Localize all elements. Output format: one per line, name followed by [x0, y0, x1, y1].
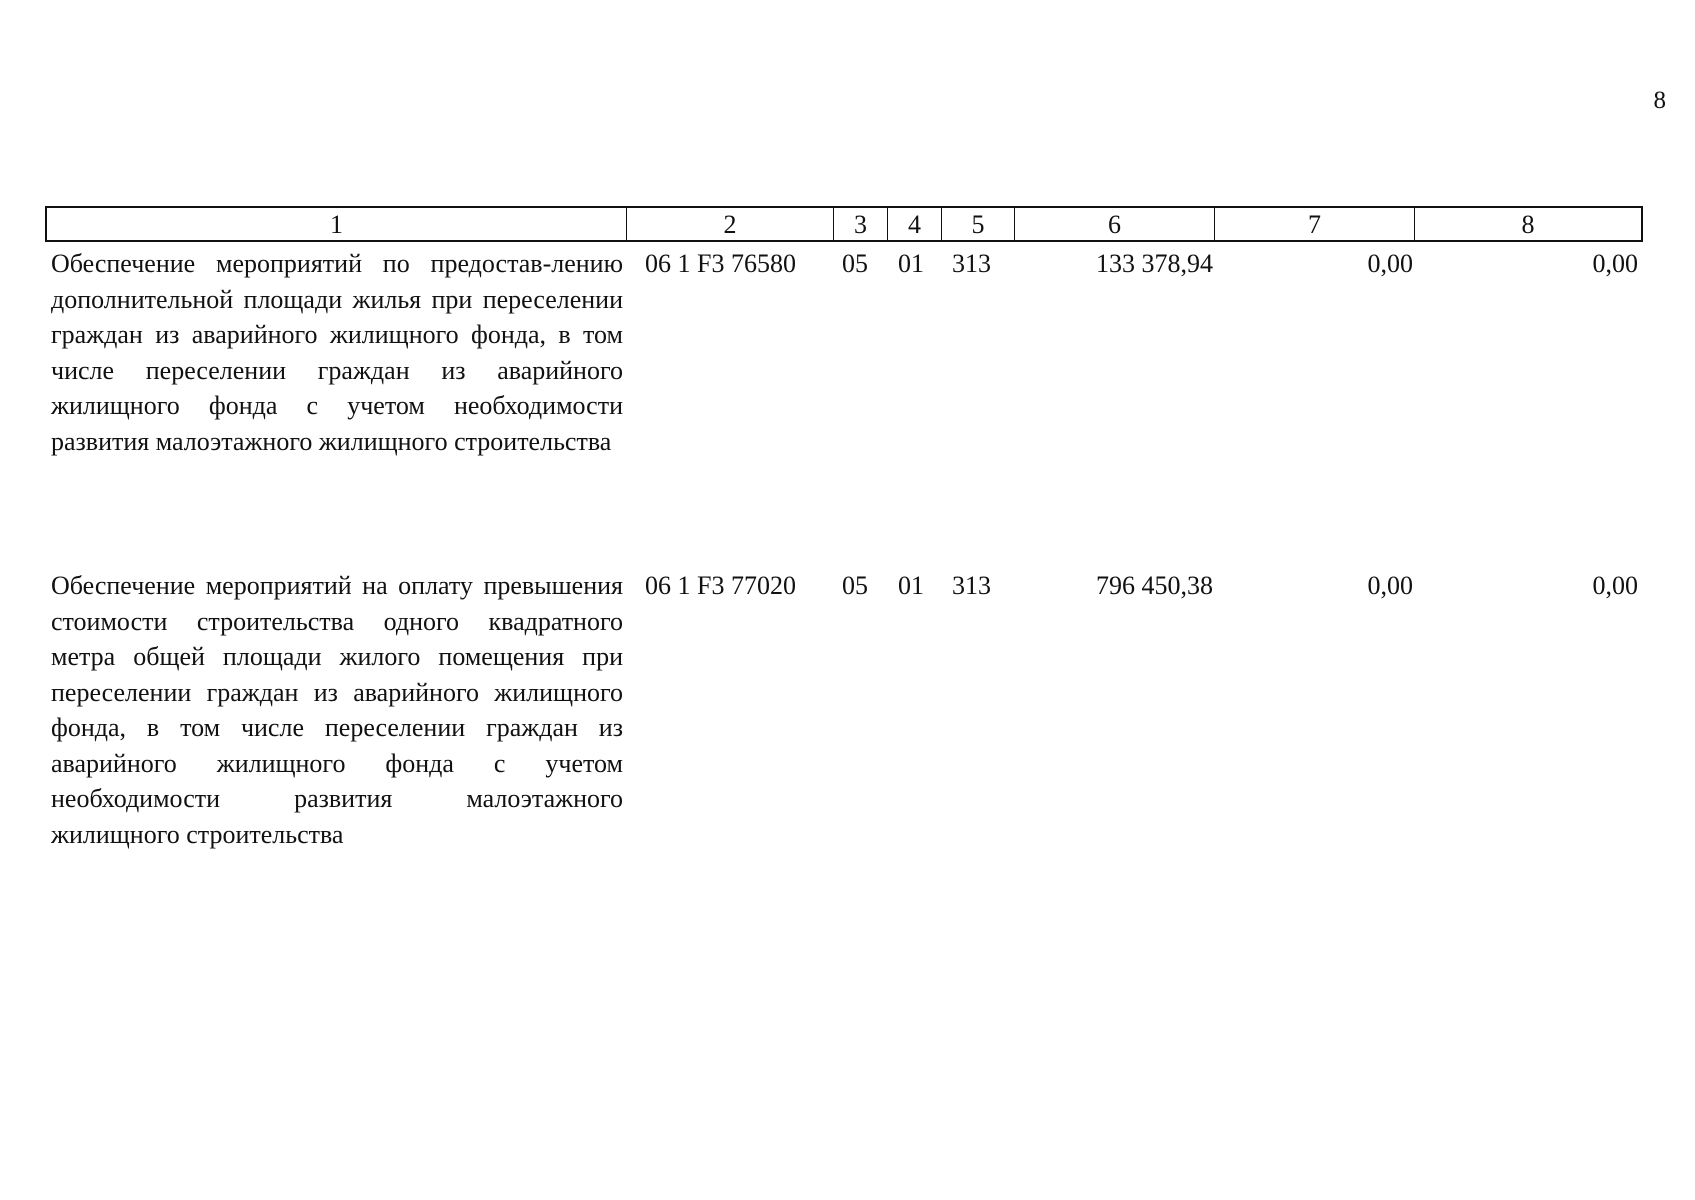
header-cell-5: 5	[942, 208, 1015, 240]
header-cell-7: 7	[1215, 208, 1415, 240]
header-cell-6: 6	[1015, 208, 1215, 240]
row-description: Обеспечение мероприятий на оплату превышения стоимости строительства одного квадратного метра общей площади жилого помещения при переселении граждан из аварийного жилищного фонда, в том числе переселении граждан из аварийного жилищного фонда с учетом необходимости развития малоэтажного жилищного строительства	[51, 571, 623, 849]
header-cell-1: 1	[47, 208, 627, 240]
row-col8: 0,00	[1592, 571, 1638, 600]
table-row	[45, 568, 1643, 868]
row-col6: 133 378,94	[1096, 249, 1213, 278]
header-cell-4: 4	[888, 208, 942, 240]
header-cell-3: 3	[834, 208, 888, 240]
row-col3: 05	[842, 249, 868, 278]
table-row	[45, 246, 1643, 546]
row-col3: 05	[842, 571, 868, 600]
header-cell-2: 2	[627, 208, 834, 240]
row-col7: 0,00	[1367, 249, 1413, 278]
row-col8: 0,00	[1592, 249, 1638, 278]
row-col7: 0,00	[1367, 571, 1413, 600]
row-col5: 313	[952, 249, 991, 278]
page-number: 8	[1653, 87, 1666, 114]
table-header-row	[45, 206, 1643, 242]
row-code: 06 1 F3 77020	[645, 571, 796, 600]
row-col5: 313	[952, 571, 991, 600]
header-cell-8: 8	[1521, 210, 1535, 239]
row-col4: 01	[898, 571, 924, 600]
row-description: Обеспечение мероприятий по предостав-лению дополнительной площади жилья при переселении граждан из аварийного жилищного фонда, в том числе переселении граждан из аварийного жилищного фонда с учетом необходимости развития малоэтажного жилищного строительства	[51, 249, 623, 456]
row-code: 06 1 F3 76580	[645, 249, 796, 278]
row-col4: 01	[898, 249, 924, 278]
row-col6: 796 450,38	[1096, 571, 1213, 600]
